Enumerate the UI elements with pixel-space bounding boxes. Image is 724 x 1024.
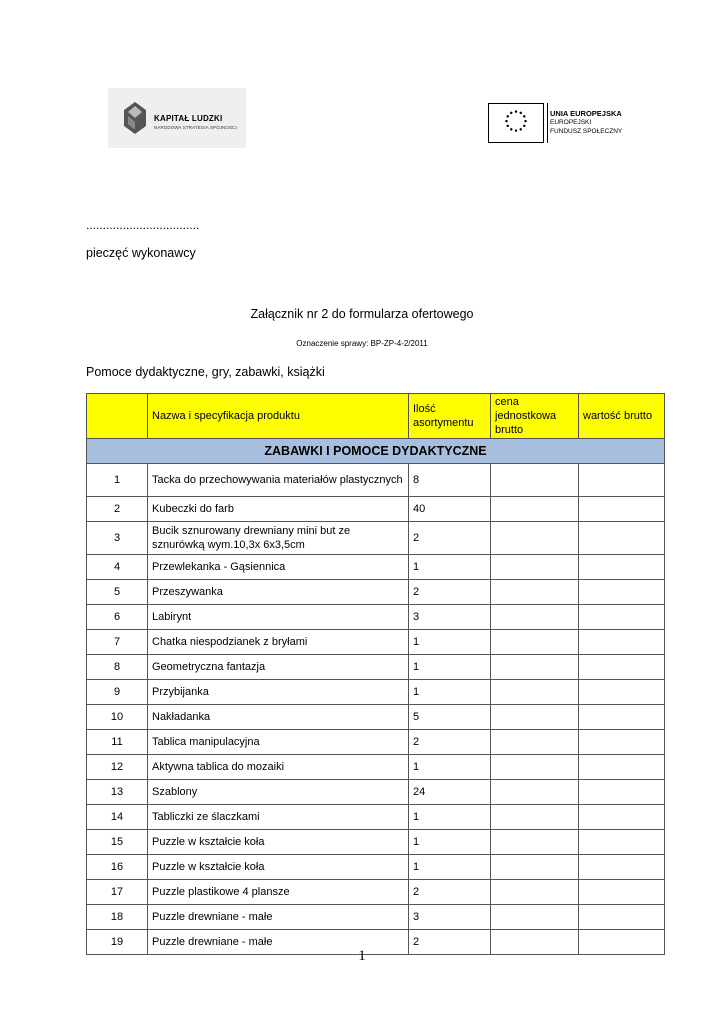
- cell-price: [491, 780, 579, 805]
- cell-price: [491, 555, 579, 580]
- cell-name: Tabliczki ze ślaczkami: [148, 805, 409, 830]
- cell-no: 12: [87, 755, 148, 780]
- cell-value: [579, 880, 665, 905]
- cell-no: 8: [87, 655, 148, 680]
- table-row: [87, 655, 665, 680]
- cell-value: [579, 830, 665, 855]
- logo-left-title: KAPITAŁ LUDZKI: [154, 114, 223, 123]
- cell-value: [579, 580, 665, 605]
- cell-value: [579, 655, 665, 680]
- cell-value: [579, 522, 665, 555]
- cell-no: 16: [87, 855, 148, 880]
- kapital-ludzki-emblem-icon: [124, 102, 146, 134]
- table-row: [87, 630, 665, 655]
- cell-name: Tacka do przechowywania materiałów plastycznych: [148, 464, 409, 497]
- cell-price: [491, 755, 579, 780]
- cell-price: [491, 680, 579, 705]
- cell-qty: 1: [409, 830, 491, 855]
- cell-qty: 1: [409, 555, 491, 580]
- attachment-title: Załącznik nr 2 do formularza ofertowego: [250, 307, 474, 321]
- eu-flag-icon: [488, 103, 544, 143]
- table-row: [87, 522, 665, 555]
- table-row: [87, 905, 665, 930]
- table-row: [87, 855, 665, 880]
- cell-qty: 24: [409, 780, 491, 805]
- cell-price: [491, 497, 579, 522]
- cell-qty: 3: [409, 905, 491, 930]
- cell-name: Puzzle drewniane - małe: [148, 930, 409, 955]
- cell-no: 19: [87, 930, 148, 955]
- cell-name: Labirynt: [148, 605, 409, 630]
- header-value: wartość brutto: [579, 394, 665, 439]
- logo-right-line3: FUNDUSZ SPOŁECZNY: [550, 128, 623, 135]
- cell-value: [579, 755, 665, 780]
- cell-value: [579, 680, 665, 705]
- cell-no: 14: [87, 805, 148, 830]
- cell-price: [491, 905, 579, 930]
- cell-name: Przewlekanka - Gąsiennica: [148, 555, 409, 580]
- cell-name: Kubeczki do farb: [148, 497, 409, 522]
- cell-no: 17: [87, 880, 148, 905]
- cell-no: 10: [87, 705, 148, 730]
- table-row: [87, 580, 665, 605]
- cell-qty: 5: [409, 705, 491, 730]
- cell-price: [491, 855, 579, 880]
- cell-value: [579, 497, 665, 522]
- cell-qty: 1: [409, 755, 491, 780]
- cell-value: [579, 905, 665, 930]
- cell-no: 7: [87, 630, 148, 655]
- cell-value: [579, 730, 665, 755]
- table-row: [87, 605, 665, 630]
- cell-name: Tablica manipulacyjna: [148, 730, 409, 755]
- cell-no: 15: [87, 830, 148, 855]
- table-row: [87, 464, 665, 497]
- table-row: [87, 730, 665, 755]
- logo-divider: [547, 103, 548, 143]
- cell-qty: 2: [409, 880, 491, 905]
- cell-qty: 1: [409, 630, 491, 655]
- table-row: [87, 680, 665, 705]
- cell-name: Chatka niespodzianek z bryłami: [148, 630, 409, 655]
- logo-left-subtitle: NARODOWA STRATEGIA SPÓJNOŚCI: [154, 125, 237, 130]
- cell-value: [579, 855, 665, 880]
- header-price: cena jednostkowa brutto: [491, 394, 579, 439]
- cell-price: [491, 830, 579, 855]
- cell-value: [579, 780, 665, 805]
- cell-no: 5: [87, 580, 148, 605]
- header-qty: Ilość asortymentu: [409, 394, 491, 439]
- cell-price: [491, 705, 579, 730]
- cell-qty: 1: [409, 655, 491, 680]
- cell-qty: 2: [409, 730, 491, 755]
- cell-price: [491, 464, 579, 497]
- cell-value: [579, 705, 665, 730]
- cell-name: Szablony: [148, 780, 409, 805]
- cell-no: 2: [87, 497, 148, 522]
- cell-qty: 1: [409, 855, 491, 880]
- table-row: [87, 705, 665, 730]
- kapital-ludzki-logo: [108, 88, 246, 148]
- cell-price: [491, 580, 579, 605]
- page-number: 1: [358, 948, 366, 964]
- cell-qty: 2: [409, 930, 491, 955]
- table-row: [87, 830, 665, 855]
- cell-value: [579, 805, 665, 830]
- table-row: [87, 780, 665, 805]
- logo-right-line2: EUROPEJSKI: [550, 119, 592, 126]
- table-row: [87, 555, 665, 580]
- table-row: [87, 880, 665, 905]
- header-no: [87, 394, 148, 439]
- cell-qty: 1: [409, 680, 491, 705]
- logo-right-line1: UNIA EUROPEJSKA: [550, 109, 622, 118]
- table-header-row: [87, 394, 665, 439]
- cell-no: 4: [87, 555, 148, 580]
- cell-qty: 40: [409, 497, 491, 522]
- header-name: Nazwa i specyfikacja produktu: [148, 394, 409, 439]
- table-row: [87, 497, 665, 522]
- cell-value: [579, 555, 665, 580]
- cell-qty: 8: [409, 464, 491, 497]
- cell-name: Puzzle w kształcie koła: [148, 855, 409, 880]
- cell-qty: 3: [409, 605, 491, 630]
- cell-value: [579, 464, 665, 497]
- cell-price: [491, 605, 579, 630]
- stamp-label: pieczęć wykonawcy: [86, 246, 196, 260]
- category-title: Pomoce dydaktyczne, gry, zabawki, książki: [86, 365, 325, 379]
- cell-name: Puzzle drewniane - małe: [148, 905, 409, 930]
- cell-no: 1: [87, 464, 148, 497]
- section-row: [87, 439, 665, 464]
- cell-qty: 1: [409, 805, 491, 830]
- eu-logo: [488, 103, 628, 145]
- case-reference: Oznaczenie sprawy: BP-ZP-4-2/2011: [296, 339, 428, 348]
- cell-price: [491, 522, 579, 555]
- cell-price: [491, 655, 579, 680]
- cell-no: 18: [87, 905, 148, 930]
- cell-value: [579, 605, 665, 630]
- cell-qty: 2: [409, 522, 491, 555]
- cell-name: Nakładanka: [148, 705, 409, 730]
- cell-name: Przybijanka: [148, 680, 409, 705]
- cell-name: Aktywna tablica do mozaiki: [148, 755, 409, 780]
- cell-price: [491, 805, 579, 830]
- cell-name: Puzzle w kształcie koła: [148, 830, 409, 855]
- table-row: [87, 805, 665, 830]
- table-row: [87, 755, 665, 780]
- cell-name: Geometryczna fantazja: [148, 655, 409, 680]
- cell-price: [491, 730, 579, 755]
- cell-no: 11: [87, 730, 148, 755]
- section-title: ZABAWKI I POMOCE DYDAKTYCZNE: [87, 439, 665, 464]
- cell-price: [491, 630, 579, 655]
- cell-price: [491, 880, 579, 905]
- cell-no: 13: [87, 780, 148, 805]
- cell-name: Puzzle plastikowe 4 plansze: [148, 880, 409, 905]
- cell-qty: 2: [409, 580, 491, 605]
- products-table: [86, 393, 665, 955]
- cell-no: 6: [87, 605, 148, 630]
- cell-name: Bucik sznurowany drewniany mini but ze sznurówką wym.10,3x 6x3,5cm: [148, 522, 409, 555]
- stamp-dots: ..................................: [86, 218, 200, 232]
- cell-name: Przeszywanka: [148, 580, 409, 605]
- cell-no: 3: [87, 522, 148, 555]
- cell-no: 9: [87, 680, 148, 705]
- cell-value: [579, 630, 665, 655]
